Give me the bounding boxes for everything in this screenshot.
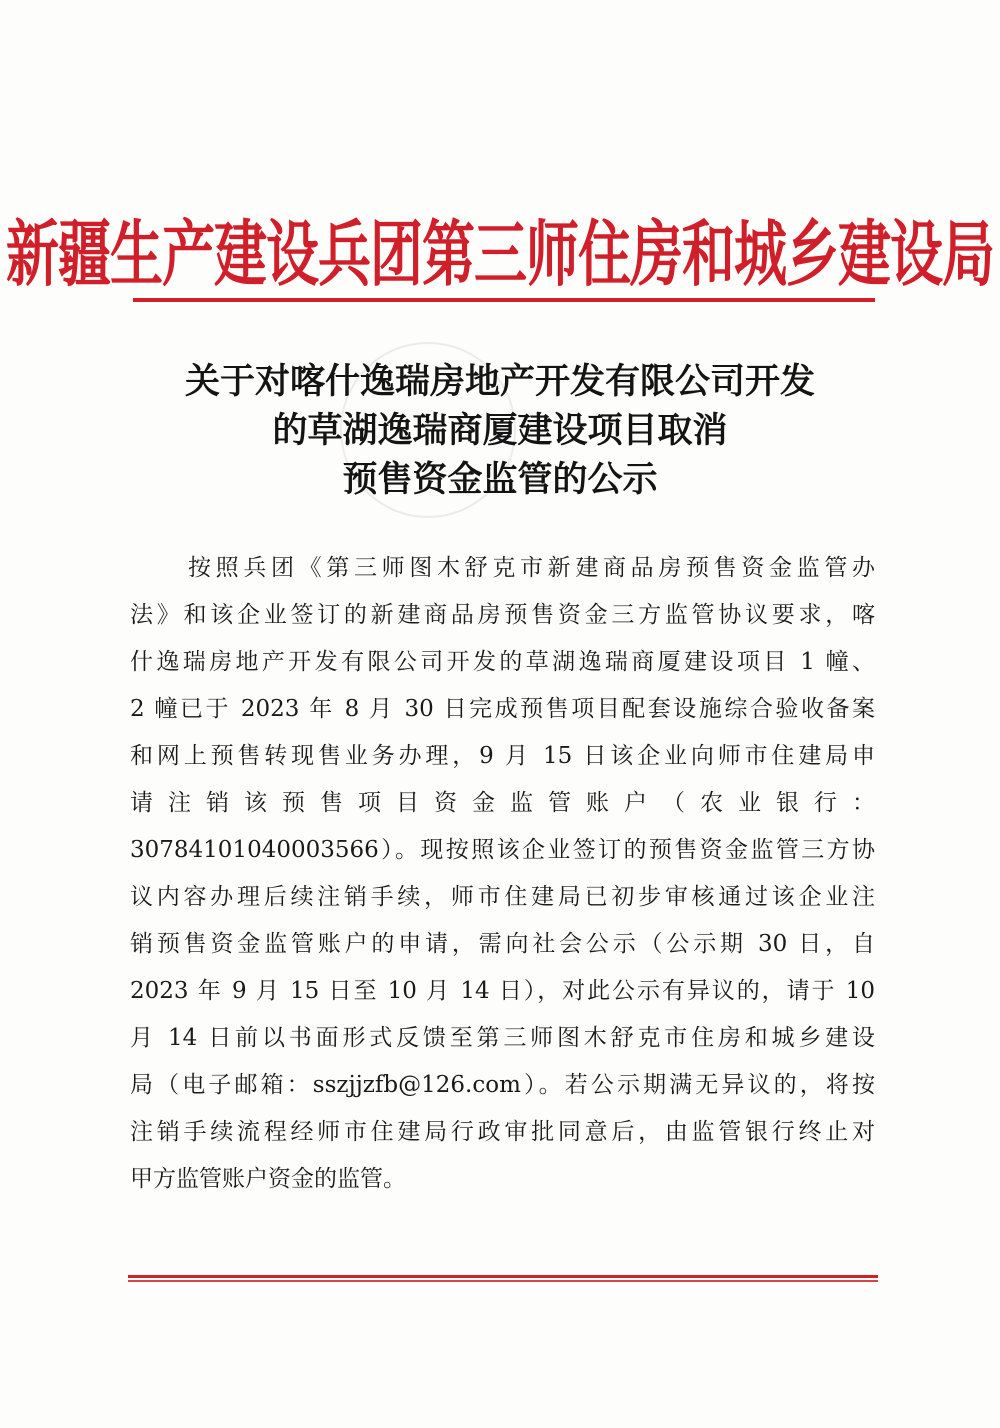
body-line: 月 14 日前以书面形式反馈至第三师图木舒克市住房和城乡建设 [130, 1025, 875, 1051]
body-line: 什逸瑞房地产开发有限公司开发的草湖逸瑞商厦建设项目 1 幢、 [130, 649, 875, 675]
body-line-email: 局（电子邮箱：sszjjzfb@126.com）。若公示期满无异议的，将按 [130, 1072, 875, 1098]
body-line: 请 注 销 该 预 售 项 目 资 金 监 管 账 户 （ 农 业 银 行 ： [130, 790, 875, 816]
body-line: 按照兵团《第三师图木舒克市新建商品房预售资金监管办 [188, 555, 875, 581]
body-line: 议内容办理后续注销手续，师市住建局已初步审核通过该企业注 [130, 884, 875, 910]
notice-title [0, 357, 1000, 504]
notice-title-line: 预售资金监管的公示 [342, 459, 658, 500]
body-line: 和网上预售转现售业务办理，9 月 15 日该企业向师市住建局申 [130, 743, 875, 769]
notice-title-line: 关于对喀什逸瑞房地产开发有限公司开发 [184, 361, 815, 402]
body-line: 30784101040003566）。现按照该企业签订的预售资金监管三方协 [130, 837, 875, 863]
letterhead-red-rule [133, 298, 875, 302]
body-line: 2 幢已于 2023 年 8 月 30 日完成预售项目配套设施综合验收备案 [130, 696, 875, 722]
body-line: 注销手续流程经师市住建局行政审批同意后，由监管银行终止对 [130, 1119, 875, 1145]
footer-red-rule-secondary [128, 1280, 878, 1282]
footer-red-rule [128, 1275, 878, 1278]
body-line: 销预售资金监管账户的申请，需向社会公示（公示期 30 日，自 [130, 931, 875, 957]
body-line: 法》和该企业签订的新建商品房预售资金三方监管协议要求，喀 [130, 602, 875, 628]
letterhead-org-name: 新疆生产建设兵团第三师住房和城乡建设局 [6, 212, 994, 297]
notice-body [130, 545, 875, 1203]
body-line: 2023 年 9 月 15 日至 10 月 14 日），对此公示有异议的，请于 10 [130, 978, 875, 1004]
notice-title-line: 的草湖逸瑞商厦建设项目取消 [272, 410, 728, 451]
body-line: 甲方监管账户资金的监管。 [130, 1166, 406, 1192]
